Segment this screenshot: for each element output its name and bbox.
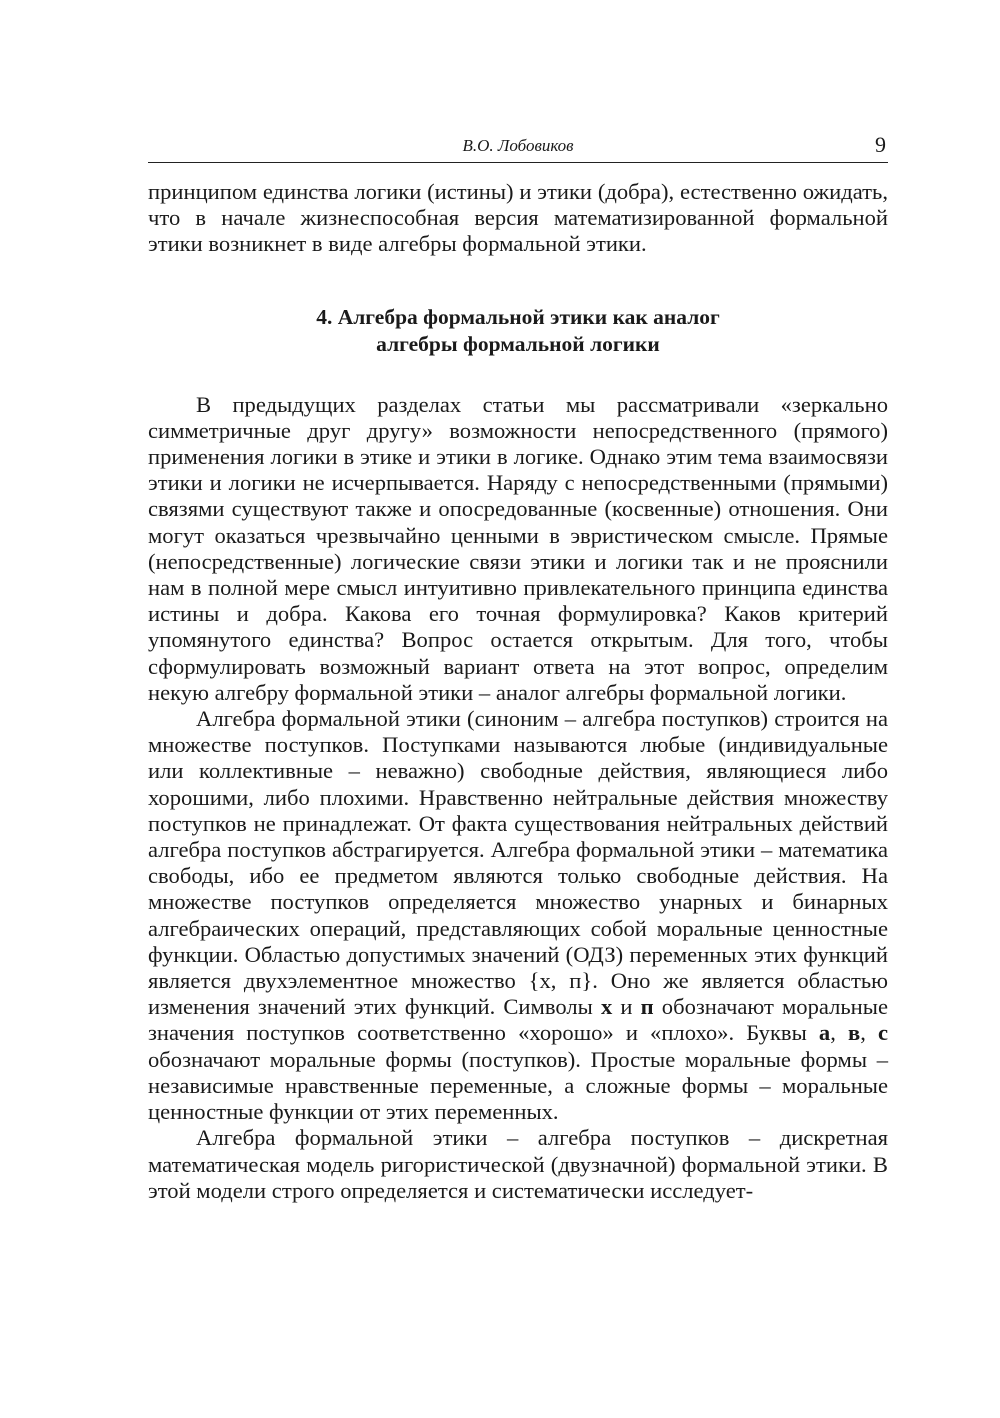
letter-a: а (818, 1020, 831, 1046)
paragraph-2-part-3: обозначают моральные формы (поступков). Простые моральные формы – независимые нравственные переменные, а сложные формы – моральные ценностные функции от этих переменных. (148, 1046, 888, 1125)
letter-v: в (848, 1020, 861, 1046)
paragraph-2-part-1: Алгебра формальной этики (синоним – алгебра поступков) строится на множестве поступков. Поступками называются любые (индивидуальные или коллективные – неважно) свободные действия, являющиеся либо хорошими, либо плохими. Нравственно нейтральные действия множеству поступков не принадлежат. От факта существования нейтральных действий алгебра поступков абстрагируется. Алгебра формальной этики – математика свободы, ибо ее предметом являются только свободные действия. На множестве поступков определяется множество унарных и бинарных алгебраических операций, представляющих собой моральные ценностные функции. Областью допустимых значений (ОДЗ) переменных этих функций является двухэлементное множество {х, п}. Оно же является областью изменения значений этих функций. Символы (148, 706, 888, 1020)
page-number: 9 (875, 132, 886, 157)
running-header (148, 130, 888, 163)
letter-s: с (877, 1020, 889, 1046)
continuation-paragraph: принципом единства логики (истины) и этики (добра), естественно ожидать, что в начале жизнеспособная версия математизированной формальной этики возникнет в виде алгебры формальной этики. (148, 179, 888, 257)
symbol-x: х (600, 994, 613, 1020)
paragraph-2-part-2: обозначают моральные значения поступков соответственно «хорошо» и «плохо». Буквы (148, 994, 888, 1046)
paragraph-3: Алгебра формальной этики – алгебра поступков – дискретная математическая модель ригористической (двузначной) формальной этики. В этой модели строго определяется и систематически исследует- (148, 1125, 888, 1203)
symbol-p: п (640, 994, 654, 1020)
section-heading-line-1: 4. Алгебра формальной этики как аналог (316, 304, 720, 329)
paragraph-1: В предыдущих разделах статьи мы рассматривали «зеркально симметричные друг другу» возможности непосредственного (прямого) применения логики в этике и этики в логике. Однако этим тема взаимосвязи этики и логики не исчерпывается. Наряду с непосредственными (прямыми) связями существуют также и опосредованные (косвенные) отношения. Они могут оказаться чрезвычайно ценными в эвристическом смысле. Прямые (непосредственные) логические связи этики и логики так и не прояснили нам в полной мере смысл интуитивно привлекательного принципа единства истины и добра. Какова его точная формулировка? Каков критерий упомянутого единства? Вопрос остается открытым. Для того, чтобы сформулировать возможный вариант ответа на этот вопрос, определим некую алгебру формальной этики – аналог алгебры формальной логики. (148, 391, 888, 705)
section-heading-line-2: алгебры формальной логики (376, 331, 660, 356)
header-author: В.О. Лобовиков (462, 136, 574, 155)
section-body (148, 392, 888, 1204)
paragraph-2: Алгебра формальной этики (синоним – алгебра поступков) строится на множестве поступков. Поступками называются любые (индивидуальные или коллективные – неважно) свободные действия, являющиеся либо хорошими, либо плохими. Нравственно нейтральные действия множеству поступков не принадлежат. От факта существования нейтральных действий алгебра поступков абстрагируется. Алгебра формальной этики – математика свободы, ибо ее предметом являются только свободные действия. На множестве поступков определяется множество унарных и бинарных алгебраических операций, представляющих собой моральные ценностные функции. Областью допустимых значений (ОДЗ) переменных этих функций является двухэлементное множество {х, п}. Оно же является областью изменения значений этих функций. Символы х и п обозначают моральные значения поступков соответственно «хорошо» и «плохо». Буквы а, в, с обозначают моральные формы (поступков). Простые моральные формы – независимые нравственные переменные, а сложные формы – моральные ценностные функции от этих переменных. (148, 706, 889, 1125)
book-page (148, 130, 888, 1204)
section-heading (148, 304, 888, 358)
conjunction-and: и (620, 994, 633, 1020)
